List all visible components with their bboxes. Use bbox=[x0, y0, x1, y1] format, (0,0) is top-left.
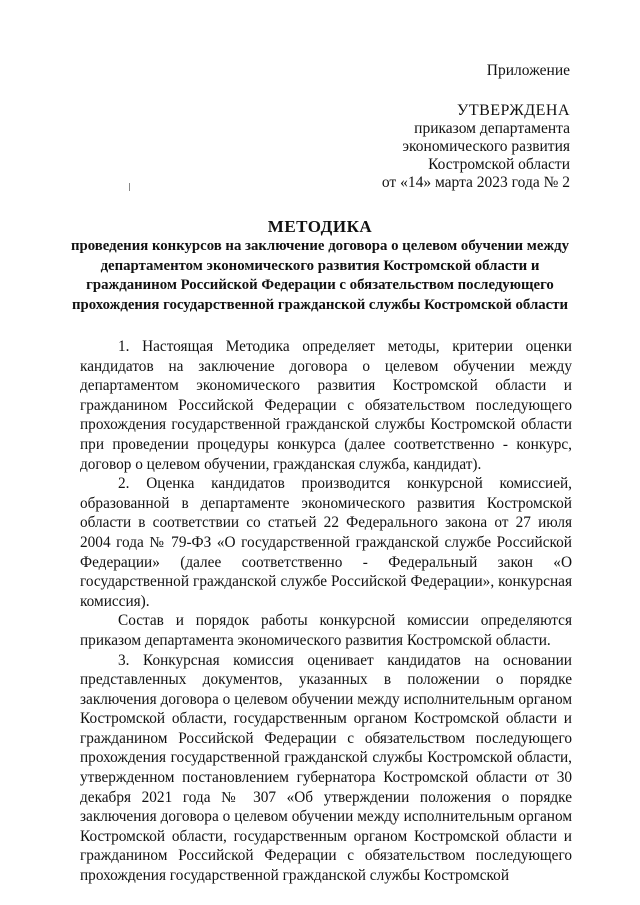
paragraph: 1. Настоящая Методика определяет методы, критерии оценки кандидатов на заключение договора о целевом обучении между департаментом экономического развития Костромской области и гражданином Российской Федерации с обязательством последующего прохождения государственной гражданской службы Костромской области при проведении процедуры конкурса (далее соответственно - конкурс, договор о целевом обучении, гражданская служба, кандидат). bbox=[80, 338, 572, 473]
paragraph: Состав и порядок работы конкурсной комиссии определяются приказом департамента экономического развития Костромской области. bbox=[80, 612, 572, 649]
document-body bbox=[80, 337, 572, 886]
order-line: экономического развития bbox=[402, 138, 570, 155]
approved-label: УТВЕРЖДЕНА bbox=[456, 102, 570, 119]
paragraph: 3. Конкурсная комиссия оценивает кандидатов на основании представленных документов, указанных в положении о порядке заключения договора о целевом обучении между исполнительным органом Костромской области, государственным органом Костромской области и гражданином Российской Федерации с обязательством последующего прохождения государственной гражданской службы Костромской области, утвержденном постановлением губернатора Костромской области от 30 декабря 2021 года № 307 «Об утверждении положения о порядке заключения договора о целевом обучении между исполнительным органом Костромской области, государственным органом Костромской области и гражданином Российской Федерации с обязательством последующего прохождения государственной гражданской службы Костромской bbox=[80, 651, 572, 885]
order-line: приказом департамента bbox=[414, 120, 570, 137]
scan-mark bbox=[129, 183, 130, 191]
paragraph: 2. Оценка кандидатов производится конкурсной комиссией, образованной в департаменте экономического развития Костромской области в соответствии со статьей 22 Федерального закона от 27 июля 2004 года № 79-ФЗ «О государственной гражданской службе Российской Федерации» (далее соответственно - Федеральный закон «О государственной гражданской службе Российской Федерации», конкурсная комиссия). bbox=[80, 475, 572, 610]
document-title: МЕТОДИКА bbox=[267, 217, 373, 236]
approval-stamp-block bbox=[382, 62, 570, 192]
document-title-block bbox=[70, 216, 570, 315]
order-line: Костромской области bbox=[428, 156, 570, 173]
document-subtitle: проведения конкурсов на заключение договора о целевом обучении между департаментом экономического развития Костромской области и гражданином Российской Федерации с обязательством последующего прохождения государственной гражданской службы Костромской области bbox=[70, 238, 569, 313]
order-line: от «14» марта 2023 года № 2 bbox=[381, 174, 570, 191]
appendix-label: Приложение bbox=[486, 62, 570, 79]
